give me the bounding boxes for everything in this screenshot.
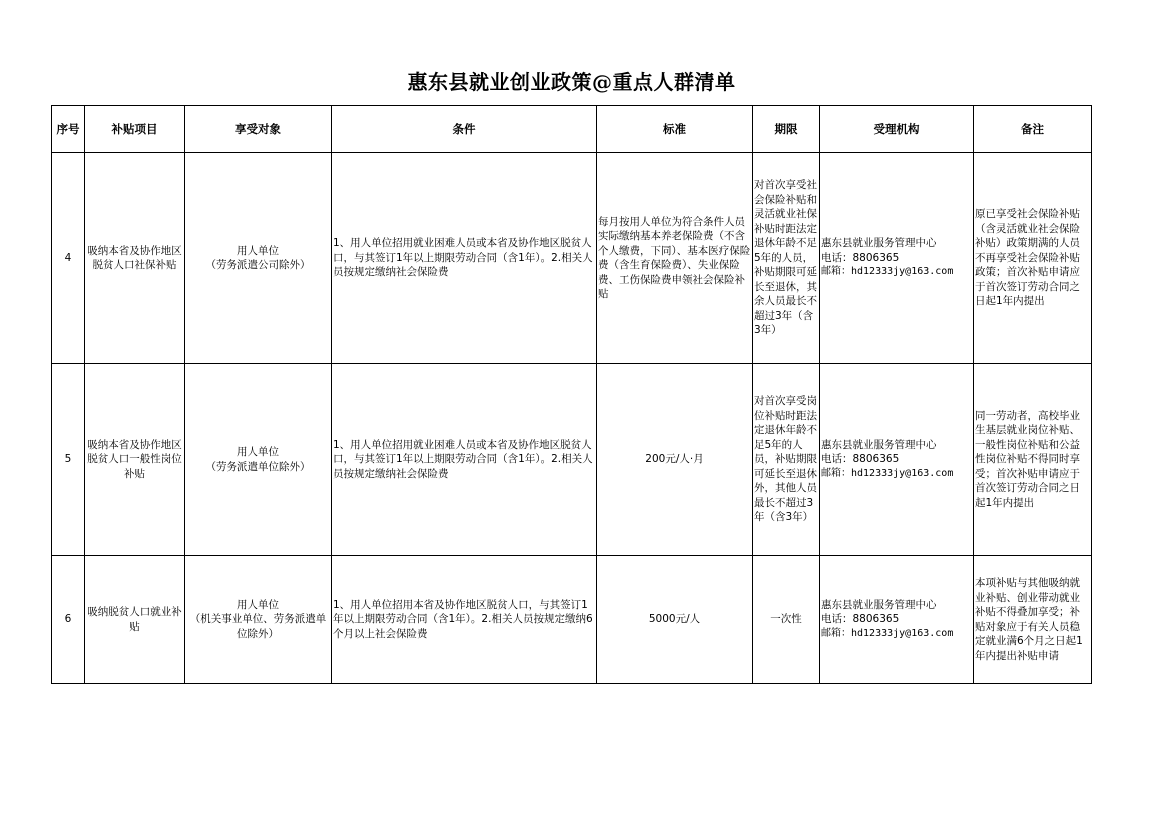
row-target-line2: （劳务派遣单位除外） xyxy=(205,460,311,473)
row-target-line1: 用人单位 xyxy=(237,446,279,458)
row-agency-phone: 电话：8806365 xyxy=(821,453,900,466)
row-target xyxy=(185,556,332,684)
row-agency xyxy=(820,153,974,364)
row-item: 吸纳本省及协作地区脱贫人口社保补贴 xyxy=(85,153,185,364)
row-conditions: 1、用人单位招用本省及协作地区脱贫人口，与其签订1年以上期限劳动合同（含1年）。2.相关人员按规定缴纳6个月以上社会保险费 xyxy=(332,556,597,684)
table-row xyxy=(52,364,1092,556)
header-item: 补贴项目 xyxy=(85,106,185,153)
row-target xyxy=(185,153,332,364)
row-agency xyxy=(820,364,974,556)
row-agency-email: 邮箱：hd12333jy@163.com xyxy=(821,266,954,278)
table-row xyxy=(52,556,1092,684)
row-target-line2: （劳务派遣公司除外） xyxy=(205,259,311,271)
row-item: 吸纳本省及协作地区脱贫人口一般性岗位补贴 xyxy=(85,364,185,556)
row-agency-name: 惠东县就业服务管理中心 xyxy=(821,237,937,250)
row-agency-phone: 电话：8806365 xyxy=(821,251,900,264)
row-target-line2: （机关事业单位、劳务派遣单位除外） xyxy=(189,613,327,640)
row-conditions: 1、用人单位招用就业困难人员或本省及协作地区脱贫人口，与其签订1年以上期限劳动合同（含1年）。2.相关人员按规定缴纳社会保险费 xyxy=(332,153,597,364)
row-agency-phone: 电话：8806365 xyxy=(821,613,900,626)
header-standard: 标准 xyxy=(597,106,753,153)
header-agency: 受理机构 xyxy=(820,106,974,153)
table-row xyxy=(52,153,1092,364)
row-index: 4 xyxy=(52,153,85,364)
row-remarks: 本项补贴与其他吸纳就业补贴、创业带动就业补贴不得叠加享受；补贴对象应于有关人员稳定就业满6个月之日起1年内提出补贴申请 xyxy=(974,556,1092,684)
row-agency-email: 邮箱：hd12333jy@163.com xyxy=(821,627,954,639)
header-target: 享受对象 xyxy=(185,106,332,153)
row-period: 对首次享受岗位补贴时距法定退休年龄不足5年的人员，补贴期限可延长至退休外，其他人员最长不超过3年（含3年） xyxy=(753,364,820,556)
row-remarks: 同一劳动者，高校毕业生基层就业岗位补贴、一般性岗位补贴和公益性岗位补贴不得同时享受；首次补贴申请应于首次签订劳动合同之日起1年内提出 xyxy=(974,364,1092,556)
header-period: 期限 xyxy=(753,106,820,153)
row-agency-email: 邮箱：hd12333jy@163.com xyxy=(821,467,954,479)
row-agency xyxy=(820,556,974,684)
row-conditions: 1、用人单位招用就业困难人员或本省及协作地区脱贫人口，与其签订1年以上期限劳动合同（含1年）。2.相关人员按规定缴纳社会保险费 xyxy=(332,364,597,556)
row-index: 6 xyxy=(52,556,85,684)
row-standard: 5000元/人 xyxy=(597,556,753,684)
table-header-row xyxy=(52,106,1092,153)
row-agency-name: 惠东县就业服务管理中心 xyxy=(821,598,937,611)
header-index: 序号 xyxy=(52,106,85,153)
row-item: 吸纳脱贫人口就业补贴 xyxy=(85,556,185,684)
row-standard: 200元/人·月 xyxy=(597,364,753,556)
row-period: 对首次享受社会保险补贴和灵活就业社保补贴时距法定退休年龄不足5年的人员，补贴期限可延长至退休，其余人员最长不超过3年（含3年） xyxy=(753,153,820,364)
row-index: 5 xyxy=(52,364,85,556)
row-target-line1: 用人单位 xyxy=(237,244,279,257)
header-remarks: 备注 xyxy=(974,106,1092,153)
row-remarks: 原已享受社会保险补贴（含灵活就业社会保险补贴）政策期满的人员不再享受社会保险补贴政策；首次补贴申请应于首次签订劳动合同之日起1年内提出 xyxy=(974,153,1092,364)
row-target-line1: 用人单位 xyxy=(237,598,279,611)
row-standard: 每月按用人单位为符合条件人员实际缴纳基本养老保险费（不含个人缴费，下同）、基本医疗保险费（含生育保险费）、失业保险费、工伤保险费申领社会保险补贴 xyxy=(597,153,753,364)
row-period: 一次性 xyxy=(753,556,820,684)
row-agency-name: 惠东县就业服务管理中心 xyxy=(821,438,937,451)
row-target xyxy=(185,364,332,556)
document-title: 惠东县就业创业政策@重点人群清单 xyxy=(407,70,736,94)
header-conditions: 条件 xyxy=(332,106,597,153)
policy-table xyxy=(51,105,1092,684)
